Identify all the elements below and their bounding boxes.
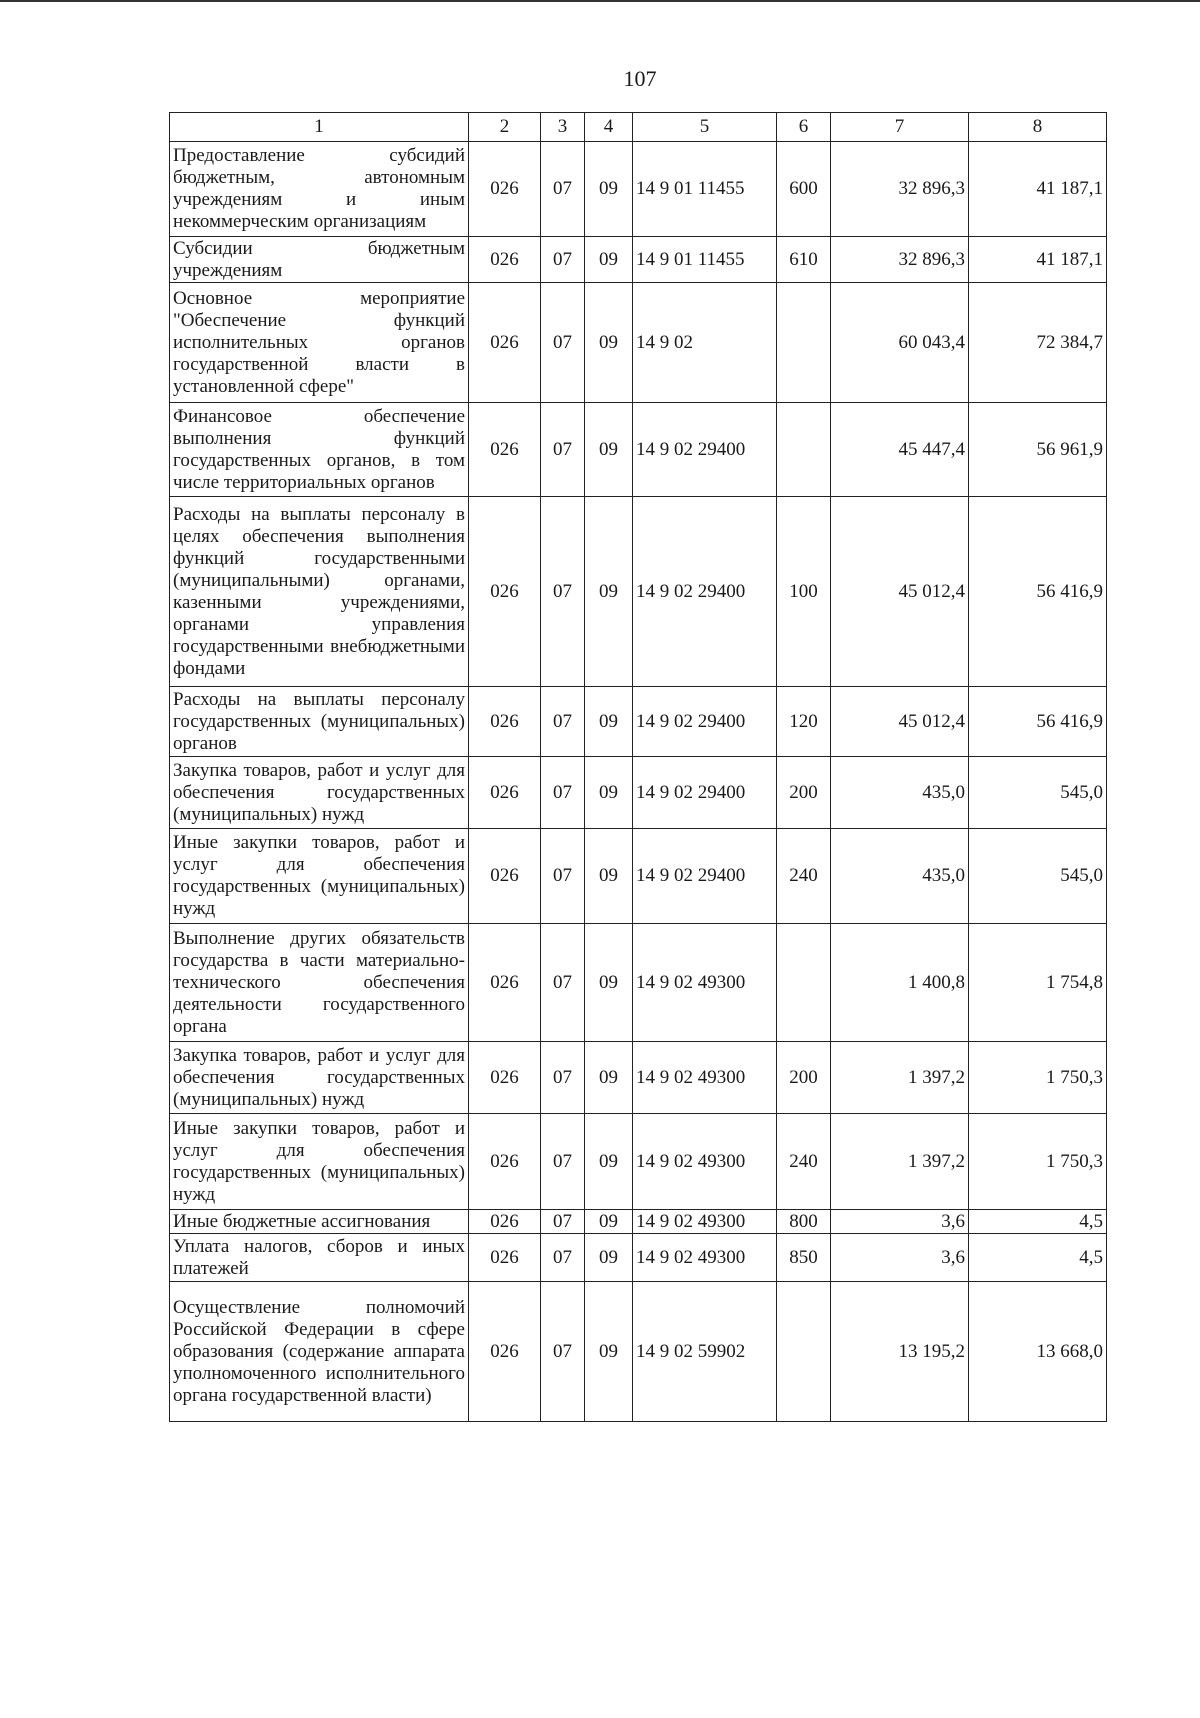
row-code-target: 14 9 02 49300 [633,1114,777,1210]
row-code-ministry: 026 [469,283,541,403]
row-code-ministry: 026 [469,142,541,237]
row-code-expense [777,924,831,1042]
row-code-subsection: 09 [585,757,633,829]
table-row [170,1282,1107,1422]
table-row [170,283,1107,403]
header-col-3: 3 [541,113,585,142]
table-body [170,142,1107,1422]
header-col-7: 7 [831,113,969,142]
table-header-row [170,113,1107,142]
row-name: Уплата налогов, сборов и иных платежей [170,1234,469,1282]
row-amount-7: 435,0 [831,757,969,829]
row-code-section: 07 [541,1114,585,1210]
header-col-5: 5 [633,113,777,142]
row-code-ministry: 026 [469,1234,541,1282]
row-code-expense [777,1282,831,1422]
row-code-target: 14 9 02 29400 [633,497,777,687]
header-col-1: 1 [170,113,469,142]
row-amount-8: 545,0 [969,757,1107,829]
row-code-expense: 800 [777,1210,831,1234]
row-code-ministry: 026 [469,497,541,687]
table-row [170,1210,1107,1234]
table-row [170,237,1107,283]
row-code-subsection: 09 [585,829,633,924]
row-amount-8: 56 416,9 [969,497,1107,687]
row-code-expense [777,283,831,403]
table-row [170,1114,1107,1210]
row-code-expense: 200 [777,1042,831,1114]
row-code-target: 14 9 01 11455 [633,237,777,283]
row-code-expense: 240 [777,1114,831,1210]
row-code-target: 14 9 02 29400 [633,687,777,757]
row-code-target: 14 9 02 49300 [633,1210,777,1234]
row-amount-8: 4,5 [969,1210,1107,1234]
row-code-ministry: 026 [469,1210,541,1234]
header-col-8: 8 [969,113,1107,142]
row-code-subsection: 09 [585,497,633,687]
table-row [170,687,1107,757]
row-code-section: 07 [541,403,585,497]
row-code-section: 07 [541,237,585,283]
row-code-section: 07 [541,497,585,687]
row-amount-7: 1 400,8 [831,924,969,1042]
row-code-target: 14 9 02 59902 [633,1282,777,1422]
row-amount-8: 1 750,3 [969,1114,1107,1210]
row-code-section: 07 [541,1234,585,1282]
row-amount-8: 1 754,8 [969,924,1107,1042]
row-amount-8: 545,0 [969,829,1107,924]
header-col-2: 2 [469,113,541,142]
row-code-target: 14 9 02 49300 [633,924,777,1042]
row-code-ministry: 026 [469,829,541,924]
row-amount-8: 41 187,1 [969,142,1107,237]
row-code-section: 07 [541,757,585,829]
row-amount-8: 41 187,1 [969,237,1107,283]
table-row [170,924,1107,1042]
row-amount-7: 32 896,3 [831,142,969,237]
row-amount-8: 56 961,9 [969,403,1107,497]
page-top-edge [0,0,1200,2]
row-code-section: 07 [541,1042,585,1114]
row-amount-8: 1 750,3 [969,1042,1107,1114]
row-name: Предоставление субсидий бюджетным, автономным учреждениям и иным некоммерческим организациям [170,142,469,237]
row-code-section: 07 [541,142,585,237]
header-col-6: 6 [777,113,831,142]
row-code-expense: 610 [777,237,831,283]
row-code-subsection: 09 [585,142,633,237]
table-row [170,829,1107,924]
row-code-section: 07 [541,1282,585,1422]
row-code-subsection: 09 [585,1114,633,1210]
page-number: 107 [623,66,657,91]
row-code-ministry: 026 [469,687,541,757]
row-amount-8: 4,5 [969,1234,1107,1282]
row-name: Финансовое обеспечение выполнения функций государственных органов, в том числе территориальных органов [170,403,469,497]
row-code-section: 07 [541,829,585,924]
row-code-subsection: 09 [585,687,633,757]
row-name: Расходы на выплаты персоналу государственных (муниципальных) органов [170,687,469,757]
row-name: Расходы на выплаты персоналу в целях обеспечения выполнения функций государственными (муниципальными) органами, казенными учреждениями, органами управления государственными внебюджетными фондами [170,497,469,687]
row-code-expense: 120 [777,687,831,757]
row-name: Иные закупки товаров, работ и услуг для обеспечения государственных (муниципальных) нужд [170,1114,469,1210]
row-amount-7: 1 397,2 [831,1042,969,1114]
row-code-subsection: 09 [585,1210,633,1234]
row-name: Основное мероприятие "Обеспечение функций исполнительных органов государственной власти в установленной сфере" [170,283,469,403]
row-name: Иные закупки товаров, работ и услуг для обеспечения государственных (муниципальных) нужд [170,829,469,924]
row-code-subsection: 09 [585,924,633,1042]
row-amount-7: 3,6 [831,1210,969,1234]
row-amount-7: 13 195,2 [831,1282,969,1422]
table-row [170,1042,1107,1114]
row-code-section: 07 [541,924,585,1042]
row-code-ministry: 026 [469,1042,541,1114]
row-code-expense: 200 [777,757,831,829]
row-code-ministry: 026 [469,757,541,829]
row-code-expense: 850 [777,1234,831,1282]
row-name: Закупка товаров, работ и услуг для обеспечения государственных (муниципальных) нужд [170,1042,469,1114]
row-amount-7: 435,0 [831,829,969,924]
row-code-section: 07 [541,687,585,757]
row-code-ministry: 026 [469,1114,541,1210]
row-name: Субсидии бюджетным учреждениям [170,237,469,283]
row-code-ministry: 026 [469,403,541,497]
header-col-4: 4 [585,113,633,142]
row-amount-7: 45 012,4 [831,497,969,687]
row-name: Выполнение других обязательств государства в части материально-технического обеспечения деятельности государственного органа [170,924,469,1042]
row-code-target: 14 9 01 11455 [633,142,777,237]
row-code-subsection: 09 [585,1042,633,1114]
row-code-expense: 240 [777,829,831,924]
budget-table [169,112,1107,1422]
row-name: Иные бюджетные ассигнования [170,1210,469,1234]
row-code-subsection: 09 [585,283,633,403]
row-code-expense [777,403,831,497]
row-code-section: 07 [541,283,585,403]
row-amount-8: 72 384,7 [969,283,1107,403]
row-amount-8: 56 416,9 [969,687,1107,757]
row-code-target: 14 9 02 49300 [633,1234,777,1282]
row-code-target: 14 9 02 29400 [633,403,777,497]
row-code-subsection: 09 [585,1282,633,1422]
table-row [170,142,1107,237]
row-code-target: 14 9 02 [633,283,777,403]
row-code-target: 14 9 02 49300 [633,1042,777,1114]
row-code-subsection: 09 [585,237,633,283]
table-row [170,1234,1107,1282]
row-code-subsection: 09 [585,1234,633,1282]
row-amount-8: 13 668,0 [969,1282,1107,1422]
row-name: Осуществление полномочий Российской Федерации в сфере образования (содержание аппарата уполномоченного исполнительного органа государственной власти) [170,1282,469,1422]
row-code-ministry: 026 [469,237,541,283]
row-code-expense: 600 [777,142,831,237]
row-code-target: 14 9 02 29400 [633,757,777,829]
row-amount-7: 32 896,3 [831,237,969,283]
table-row [170,757,1107,829]
row-code-ministry: 026 [469,924,541,1042]
table-row [170,497,1107,687]
row-amount-7: 3,6 [831,1234,969,1282]
row-code-target: 14 9 02 29400 [633,829,777,924]
row-code-ministry: 026 [469,1282,541,1422]
row-amount-7: 1 397,2 [831,1114,969,1210]
row-amount-7: 45 012,4 [831,687,969,757]
row-code-section: 07 [541,1210,585,1234]
row-code-expense: 100 [777,497,831,687]
row-amount-7: 45 447,4 [831,403,969,497]
row-name: Закупка товаров, работ и услуг для обеспечения государственных (муниципальных) нужд [170,757,469,829]
table-row [170,403,1107,497]
row-amount-7: 60 043,4 [831,283,969,403]
row-code-subsection: 09 [585,403,633,497]
